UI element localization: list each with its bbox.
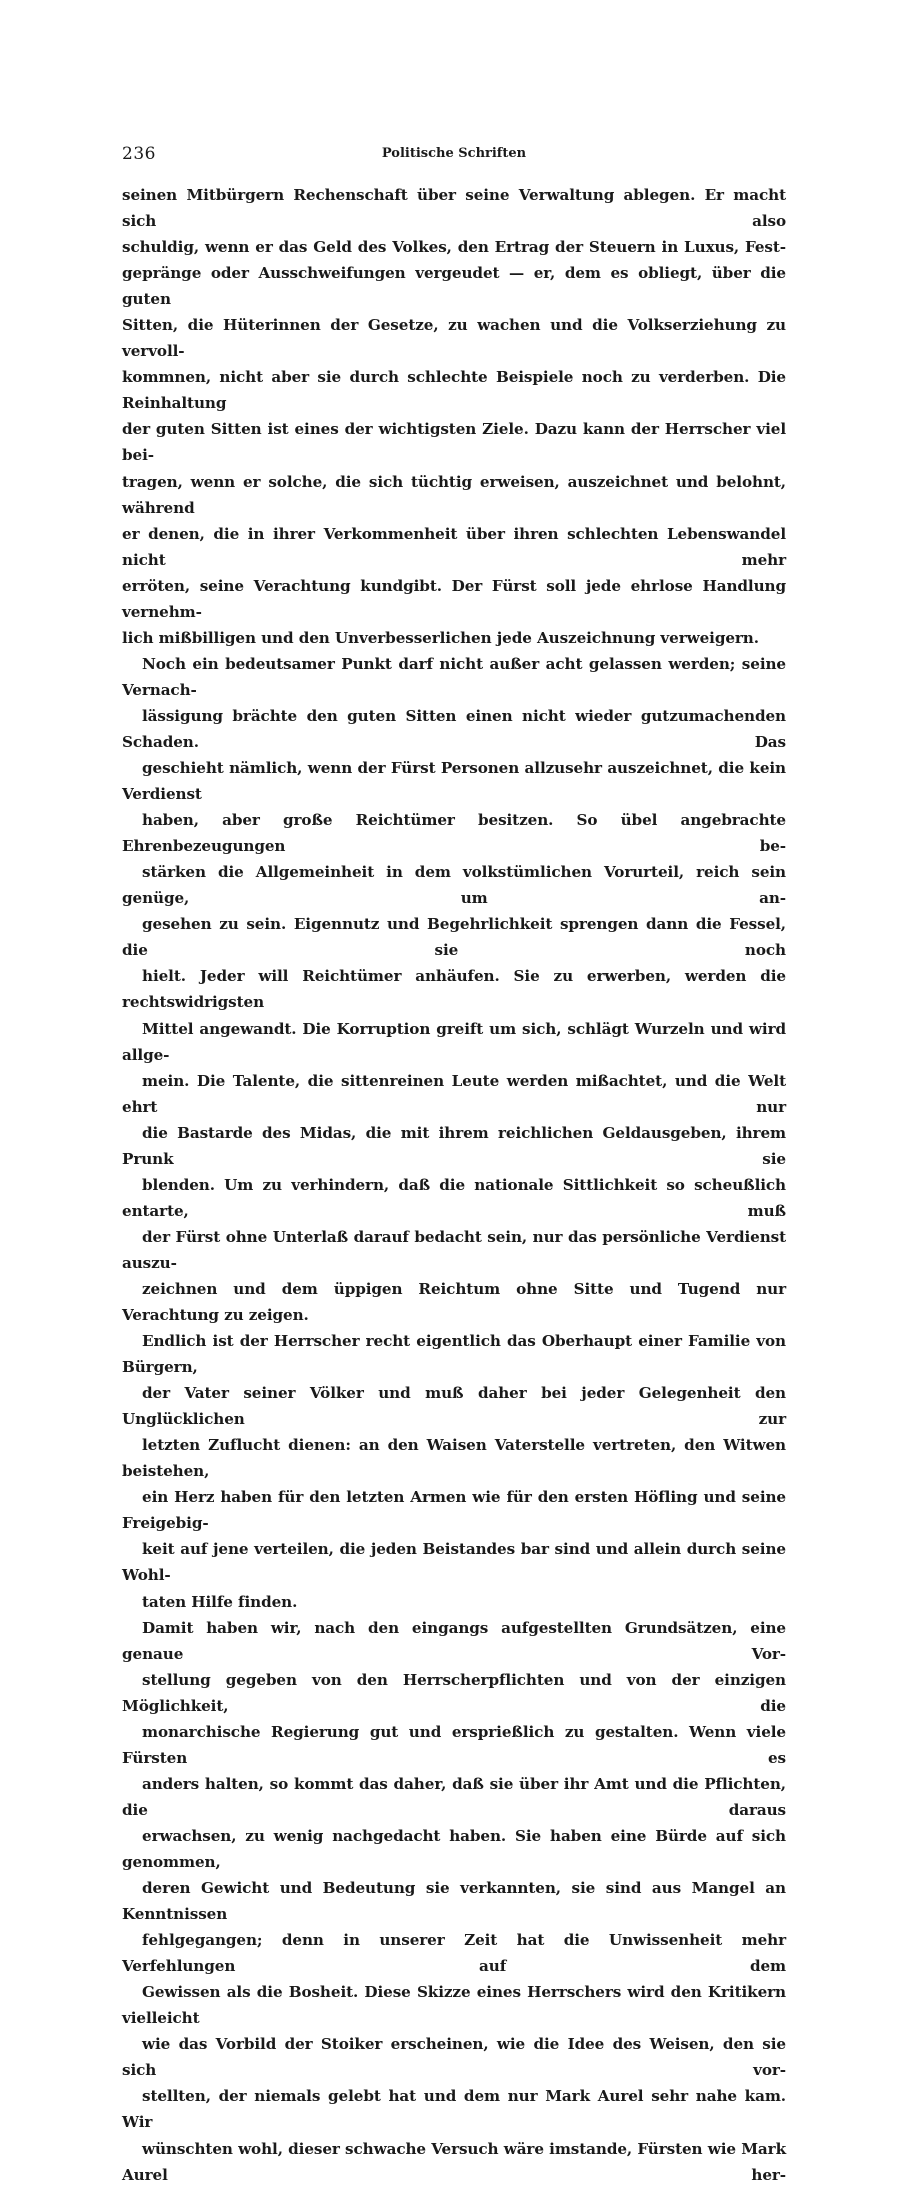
paragraph-4 (122, 1615, 786, 2188)
page-number: 236 (122, 144, 156, 164)
text-line: anders halten, so kommt das daher, daß sie über ihr Amt und die Pflichten, die daraus (122, 1774, 786, 1819)
text-line: stellten, der niemals gelebt hat und dem nur Mark Aurel sehr nahe kam. Wir (122, 2087, 786, 2132)
book-page (122, 140, 786, 2188)
body-text (122, 182, 786, 2188)
text-line: erröten, seine Verachtung kundgibt. Der Fürst soll jede ehrlose Handlung vernehm- (122, 576, 786, 621)
text-line: gepränge oder Ausschweifungen vergeudet — er, dem es obliegt, über die guten (122, 264, 786, 309)
text-line: Gewissen als die Bosheit. Diese Skizze eines Herrschers wird den Kritikern vielleicht (122, 1983, 786, 2028)
text-line: schuldig, wenn er das Geld des Volkes, den Ertrag der Steuern in Luxus, Fest- (122, 238, 786, 257)
text-line: ein Herz haben für den letzten Armen wie für den ersten Höfling und seine Freigebig- (122, 1488, 786, 1533)
text-line: taten Hilfe finden. (142, 1592, 298, 1611)
text-line: blenden. Um zu verhindern, daß die nationale Sittlichkeit so scheußlich entarte, muß (122, 1175, 786, 1220)
text-line: der guten Sitten ist eines der wichtigsten Ziele. Dazu kann der Herrscher viel bei- (122, 420, 786, 465)
text-line: deren Gewicht und Bedeutung sie verkannten, sie sind aus Mangel an Kenntnissen (122, 1879, 786, 1924)
text-line: tragen, wenn er solche, die sich tüchtig erweisen, auszeichnet und belohnt, während (122, 472, 786, 517)
text-line: monarchische Regierung gut und ersprießlich zu gestalten. Wenn viele Fürsten es (122, 1722, 786, 1767)
text-line: lässigung brächte den guten Sitten einen nicht wieder gutzumachenden Schaden. Das (122, 706, 786, 751)
text-line: kommnen, nicht aber sie durch schlechte Beispiele noch zu verderben. Die Reinhaltung (122, 368, 786, 413)
text-line: Noch ein bedeutsamer Punkt darf nicht außer acht gelassen werden; seine Vernach- (122, 654, 786, 699)
text-line: mein. Die Talente, die sittenreinen Leute werden mißachtet, und die Welt ehrt nur (122, 1071, 786, 1116)
text-line: Mittel angewandt. Die Korruption greift um sich, schlägt Wurzeln und wird allge- (122, 1019, 786, 1064)
text-line: er denen, die in ihrer Verkommenheit über ihren schlechten Lebenswandel nicht mehr (122, 524, 786, 569)
text-line: Damit haben wir, nach den eingangs aufgestellten Grundsätzen, eine genaue Vor- (122, 1618, 786, 1663)
running-title: Politische Schriften (381, 146, 527, 161)
paragraph-1 (122, 182, 786, 651)
text-line: letzten Zuflucht dienen: an den Waisen Vaterstelle vertreten, den Witwen beistehen, (122, 1436, 786, 1481)
text-line: zeichnen und dem üppigen Reichtum ohne Sitte und Tugend nur Verachtung zu zeigen. (122, 1279, 786, 1325)
text-line: gesehen zu sein. Eigennutz und Begehrlichkeit sprengen dann die Fessel, die sie noch (122, 915, 786, 960)
text-line: wie das Vorbild der Stoiker erscheinen, wie die Idee des Weisen, den sie sich vor- (122, 2035, 786, 2080)
text-line: hielt. Jeder will Reichtümer anhäufen. Sie zu erwerben, werden die rechtswidrigsten (122, 967, 786, 1012)
text-line: lich mißbilligen und den Unverbesserlichen jede Auszeichnung verweigern. (122, 628, 759, 647)
text-line: wünschten wohl, dieser schwache Versuch wäre imstande, Fürsten wie Mark Aurel her- (122, 2139, 786, 2184)
paragraph-3 (122, 1328, 786, 1615)
text-line: Sitten, die Hüterinnen der Gesetze, zu wachen und die Volkserziehung zu vervoll- (122, 316, 786, 361)
text-line: haben, aber große Reichtümer besitzen. So übel angebrachte Ehrenbezeugungen be- (122, 811, 786, 856)
running-head (122, 140, 786, 170)
text-line: seinen Mitbürgern Rechenschaft über seine Verwaltung ablegen. Er macht sich also (122, 186, 786, 231)
text-line: geschieht nämlich, wenn der Fürst Personen allzusehr auszeichnet, die kein Verdienst (122, 759, 786, 804)
text-line: stärken die Allgemeinheit in dem volkstümlichen Vorurteil, reich sein genüge, um an- (122, 863, 786, 908)
text-line: keit auf jene verteilen, die jeden Beistandes bar sind und allein durch seine Wohl- (122, 1540, 786, 1585)
text-line: der Fürst ohne Unterlaß darauf bedacht sein, nur das persönliche Verdienst auszu- (122, 1227, 786, 1272)
paragraph-2 (122, 651, 786, 1328)
text-line: fehlgegangen; denn in unserer Zeit hat die Unwissenheit mehr Verfehlungen auf dem (122, 1931, 786, 1976)
text-line: erwachsen, zu wenig nachgedacht haben. Sie haben eine Bürde auf sich genommen, (122, 1826, 786, 1871)
text-line: stellung gegeben von den Herrscherpflichten und von der einzigen Möglichkeit, die (122, 1670, 786, 1715)
text-line: Endlich ist der Herrscher recht eigentlich das Oberhaupt einer Familie von Bürgern, (122, 1332, 786, 1377)
text-line: der Vater seiner Völker und muß daher bei jeder Gelegenheit den Unglücklichen zur (122, 1384, 786, 1429)
text-line: die Bastarde des Midas, die mit ihrem reichlichen Geldausgeben, ihrem Prunk sie (122, 1123, 786, 1168)
